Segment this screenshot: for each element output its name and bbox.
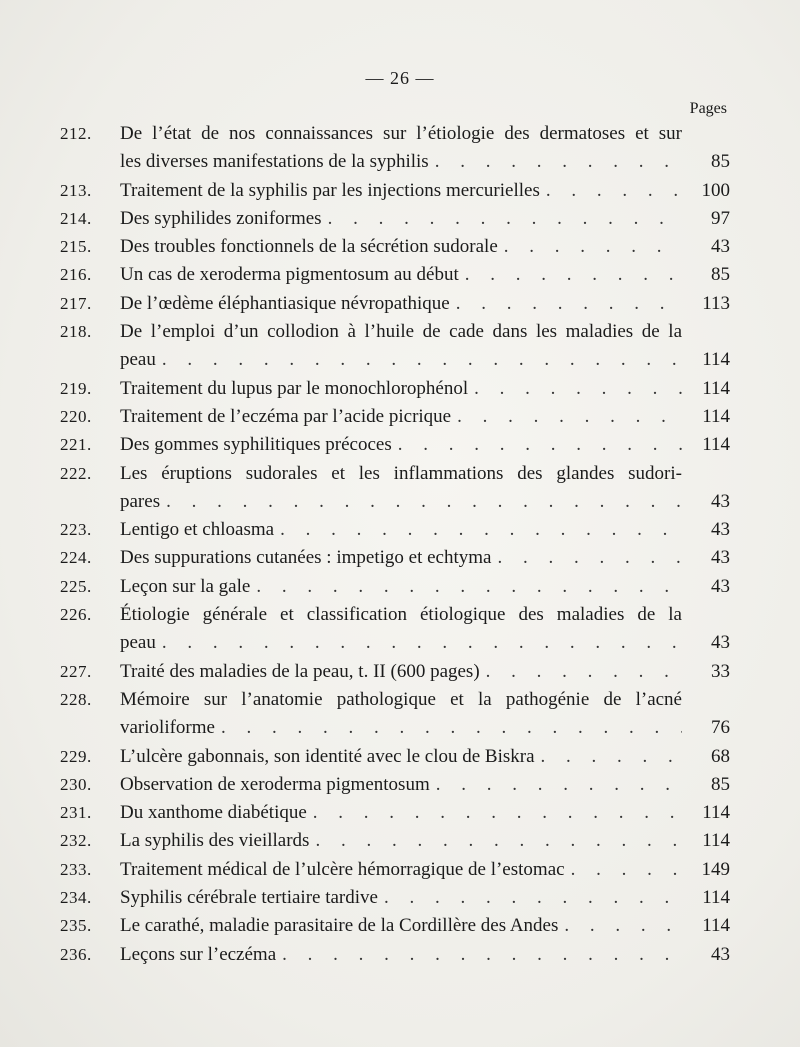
entry-title-line: De l’état de nos connaissances sur l’étiologie des dermatoses et sur: [120, 123, 682, 144]
entry-page-number: 113: [702, 292, 730, 314]
entry-number: 224.: [60, 548, 92, 568]
entry-title-line: Traitement de l’eczéma par l’acide picrique: [120, 405, 452, 427]
entry-title-line: Syphilis cérébrale tertiaire tardive: [120, 887, 378, 909]
entry-page-number: 114: [702, 377, 730, 399]
entry-number: 228.: [60, 689, 92, 709]
entry-number: 236.: [60, 944, 92, 964]
dot-leader: [498, 233, 682, 261]
entry-page-number: 43: [711, 490, 730, 512]
entry-title-line: peau: [120, 349, 156, 371]
dot-leader: [276, 941, 682, 969]
entry-title-line: Leçons sur l’eczéma: [120, 943, 277, 965]
entry-title-line: Leçon sur la gale: [120, 575, 251, 597]
entry-number: 219.: [60, 378, 92, 398]
entry-number: 212.: [60, 124, 92, 143]
pages-column-header: Pages: [689, 100, 727, 117]
list-item: [60, 460, 730, 517]
entry-number: 233.: [60, 859, 92, 879]
list-item: [60, 120, 730, 177]
entry-title-line: De l’œdème éléphantiasique névropathique: [120, 292, 450, 314]
entry-number: 227.: [60, 661, 92, 681]
entry-number: 231.: [60, 803, 92, 823]
entry-title-line: Des syphilides zoniformes: [120, 207, 322, 229]
entry-page-number: 43: [711, 943, 730, 965]
entry-page-number: 33: [711, 660, 730, 682]
entry-number: 226.: [60, 605, 92, 625]
entry-number: 225.: [60, 576, 92, 596]
entry-number: 230.: [60, 774, 92, 794]
entry-number: 214.: [60, 208, 92, 228]
entry-title-line: les diverses manifestations de la syphilis: [120, 151, 429, 173]
list-item: [60, 799, 730, 827]
entry-title-line: peau: [120, 632, 156, 654]
list-item: [60, 573, 730, 601]
entry-title-line: pares: [120, 490, 161, 512]
list-item: [60, 205, 730, 233]
entry-page-number: 114: [702, 349, 730, 371]
entry-title-line: Traitement du lupus par le monochlorophénol: [120, 377, 469, 399]
entry-title-line: L’ulcère gabonnais, son identité avec le clou de Biskra: [120, 745, 535, 767]
list-item: [60, 743, 730, 771]
list-item: [60, 177, 730, 205]
list-item: [60, 233, 730, 261]
entry-title-line: Observation de xeroderma pigmentosum: [120, 773, 430, 795]
entry-number: 218.: [60, 322, 92, 342]
entry-title-line: Traité des maladies de la peau, t. II (600 pages): [120, 660, 480, 682]
entry-page-number: 43: [711, 575, 730, 597]
dot-leader: [307, 799, 682, 827]
entry-number: 215.: [60, 237, 92, 257]
dot-leader: [378, 884, 682, 912]
entry-page-number: 114: [702, 887, 730, 909]
dot-leader: [450, 290, 682, 318]
dot-leader: [540, 177, 682, 205]
bibliography-list: [60, 120, 730, 969]
entry-number: 235.: [60, 916, 92, 936]
entry-number: 221.: [60, 435, 92, 455]
list-item: [60, 261, 730, 289]
entry-page-number: 97: [711, 207, 730, 229]
entry-page-number: 85: [711, 151, 730, 173]
entry-number: 216.: [60, 265, 92, 285]
list-item: [60, 827, 730, 855]
dot-leader: [480, 658, 682, 686]
entry-page-number: 100: [701, 179, 730, 201]
entry-title-line: Lentigo et chloasma: [120, 519, 275, 541]
entry-page-number: 114: [702, 405, 730, 427]
dot-leader: [322, 205, 682, 233]
list-item: [60, 403, 730, 431]
dot-leader: [429, 148, 682, 176]
dot-leader: [160, 488, 682, 516]
list-item: [60, 318, 730, 375]
list-item: [60, 856, 730, 884]
entry-page-number: 43: [711, 236, 730, 258]
dot-leader: [558, 912, 682, 940]
dot-leader: [430, 771, 682, 799]
entry-page-number: 43: [711, 547, 730, 569]
dot-leader: [459, 261, 682, 289]
entry-title-line: Un cas de xeroderma pigmentosum au début: [120, 264, 459, 286]
entry-title-line: Étiologie générale et classification étiologique des maladies de la: [120, 604, 682, 626]
entry-number: 222.: [60, 463, 92, 483]
entry-title-line: Des suppurations cutanées : impetigo et echtyma: [120, 547, 492, 569]
dot-leader: [468, 375, 682, 403]
entry-page-number: 76: [711, 717, 730, 739]
entry-page-number: 43: [711, 632, 730, 654]
dot-leader: [215, 714, 682, 742]
dot-leader: [156, 629, 682, 657]
list-item: [60, 601, 730, 658]
list-item: [60, 290, 730, 318]
dot-leader: [451, 403, 682, 431]
dot-leader: [274, 516, 682, 544]
entry-page-number: 114: [702, 830, 730, 852]
dot-leader: [392, 431, 682, 459]
dot-leader: [250, 573, 682, 601]
list-item: [60, 431, 730, 459]
entry-title-line: varioliforme: [120, 717, 215, 739]
dot-leader: [565, 856, 682, 884]
entry-title-line: Traitement de la syphilis par les injections mercurielles: [120, 179, 540, 201]
dot-leader: [491, 544, 682, 572]
entry-title-line: Le carathé, maladie parasitaire de la Cordillère des Andes: [120, 915, 559, 937]
entry-number: 234.: [60, 888, 92, 908]
list-item: [60, 771, 730, 799]
entry-title-line: Des gommes syphilitiques précoces: [120, 434, 392, 456]
entry-number: 232.: [60, 831, 92, 851]
list-item: [60, 544, 730, 572]
entry-title-line: Traitement médical de l’ulcère hémorragique de l’estomac: [120, 858, 565, 880]
list-item: [60, 941, 730, 969]
entry-page-number: 149: [701, 858, 730, 880]
list-item: [60, 686, 730, 743]
dot-leader: [535, 743, 682, 771]
entry-page-number: 85: [711, 264, 730, 286]
entry-number: 213.: [60, 180, 92, 200]
list-item: [60, 884, 730, 912]
list-item: [60, 658, 730, 686]
entry-page-number: 85: [711, 773, 730, 795]
entry-page-number: 114: [702, 802, 730, 824]
entry-title-line: La syphilis des vieillards: [120, 830, 310, 852]
list-item: [60, 516, 730, 544]
entry-number: 217.: [60, 293, 92, 313]
dot-leader: [309, 827, 682, 855]
list-item: [60, 912, 730, 940]
entry-title-line: Mémoire sur l’anatomie pathologique et la pathogénie de l’acné: [120, 688, 682, 710]
entry-page-number: 68: [711, 745, 730, 767]
entry-number: 220.: [60, 406, 92, 426]
dot-leader: [156, 346, 682, 374]
entry-number: 223.: [60, 520, 92, 540]
entry-title-line: De l’emploi d’un collodion à l’huile de cade dans les maladies de la: [120, 321, 682, 343]
entry-title-line: Des troubles fonctionnels de la sécrétion sudorale: [120, 236, 498, 258]
entry-page-number: 114: [702, 915, 730, 937]
page-number: — 26 —: [365, 68, 435, 88]
entry-title-line: Les éruptions sudorales et les inflammations des glandes sudori-: [120, 462, 682, 484]
entry-page-number: 114: [702, 434, 730, 456]
entry-page-number: 43: [711, 519, 730, 541]
entry-number: 229.: [60, 746, 92, 766]
list-item: [60, 375, 730, 403]
entry-title-line: Du xanthome diabétique: [120, 802, 307, 824]
